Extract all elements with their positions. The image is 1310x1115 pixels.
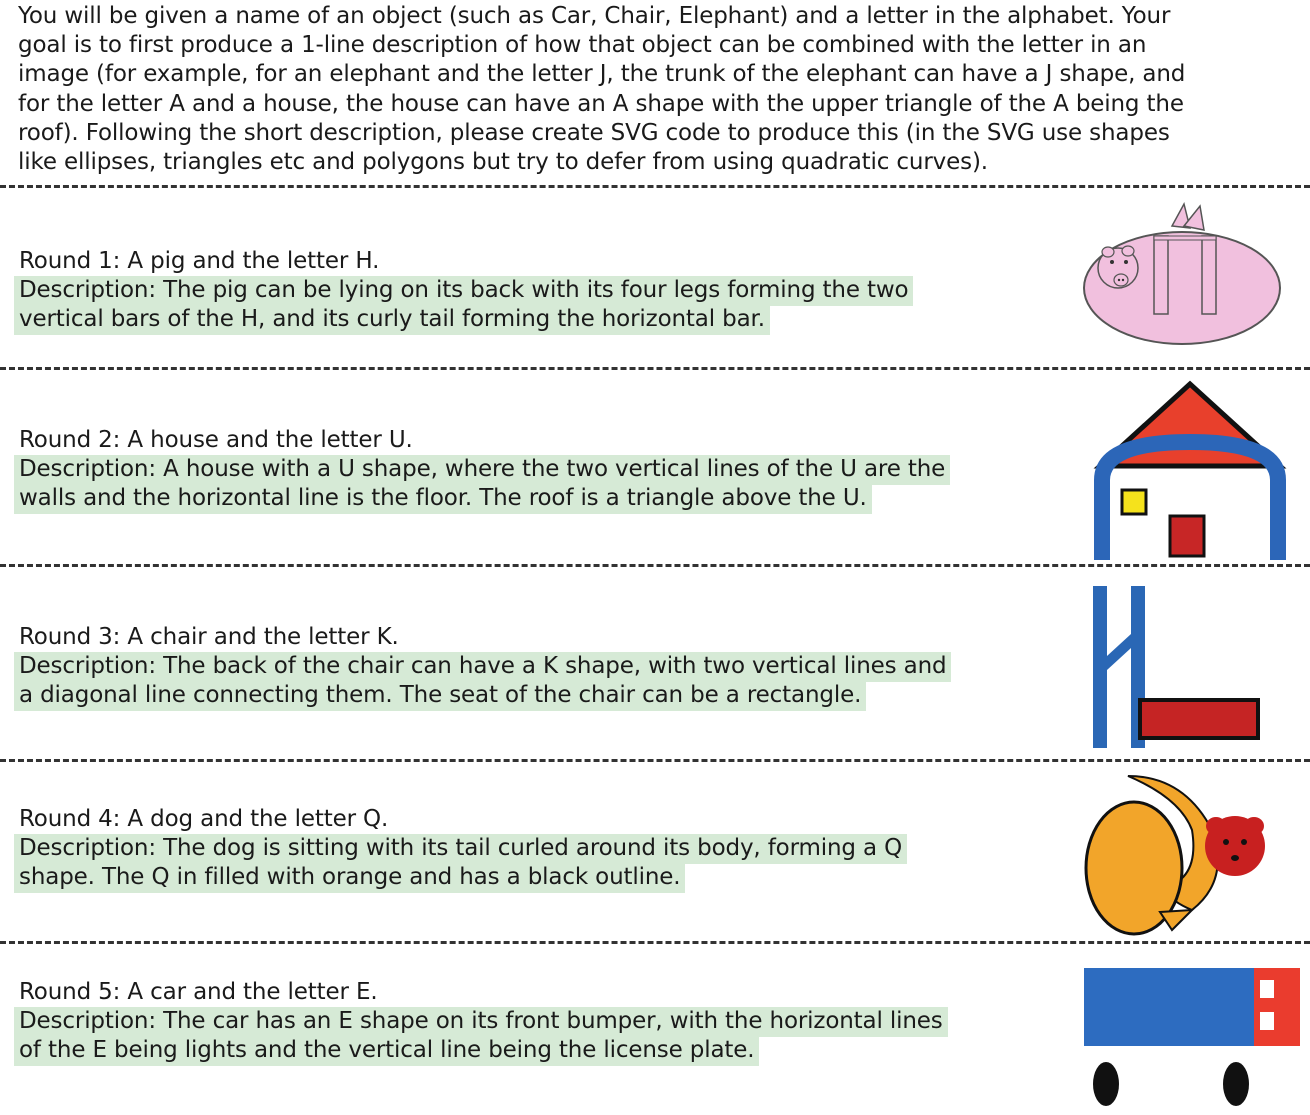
round-description: vertical bars of the H, and its curly tail forming the horizontal bar. <box>14 305 770 335</box>
round-description: shape. The Q in filled with orange and has a black outline. <box>14 863 685 893</box>
section-divider <box>0 759 1310 762</box>
prompt-line: You will be given a name of an object (such as Car, Chair, Elephant) and a letter in the alphabet. Your <box>18 3 1171 29</box>
round-1 <box>14 247 1014 334</box>
car-e-illustration <box>1080 962 1304 1112</box>
prompt-line: roof). Following the short description, please create SVG code to produce this (in the SVG use shapes <box>18 119 1170 146</box>
section-divider <box>0 564 1310 567</box>
section-divider <box>0 185 1310 188</box>
round-title: Round 1: A pig and the letter H. <box>19 248 380 274</box>
dog-q-illustration <box>1080 770 1275 940</box>
round-description: of the E being lights and the vertical line being the license plate. <box>14 1036 759 1066</box>
round-title: Round 4: A dog and the letter Q. <box>19 806 389 832</box>
round-title: Round 2: A house and the letter U. <box>19 427 413 453</box>
prompt-line: goal is to first produce a 1-line description of how that object can be combined with the letter in an <box>18 32 1147 59</box>
prompt-paragraph <box>18 2 1258 177</box>
round-title: Round 3: A chair and the letter K. <box>19 624 399 650</box>
round-description: Description: The back of the chair can have a K shape, with two vertical lines and <box>14 652 951 682</box>
section-divider <box>0 941 1310 944</box>
round-description: a diagonal line connecting them. The seat of the chair can be a rectangle. <box>14 681 866 711</box>
section-divider <box>0 367 1310 370</box>
round-description: Description: The car has an E shape on its front bumper, with the horizontal lines <box>14 1007 948 1037</box>
round-3 <box>14 623 1014 710</box>
round-description: walls and the horizontal line is the floor. The roof is a triangle above the U. <box>14 484 872 514</box>
round-description: Description: The dog is sitting with its tail curled around its body, forming a Q <box>14 834 907 864</box>
round-description: Description: A house with a U shape, where the two vertical lines of the U are the <box>14 455 950 485</box>
round-description: Description: The pig can be lying on its back with its four legs forming the two <box>14 276 913 306</box>
pig-h-illustration <box>1080 196 1290 356</box>
house-u-illustration <box>1090 380 1290 562</box>
round-4 <box>14 805 1014 892</box>
round-2 <box>14 426 1014 513</box>
prompt-line: image (for example, for an elephant and the letter J, the trunk of the elephant can have a J shape, and <box>18 61 1186 88</box>
prompt-line: for the letter A and a house, the house can have an A shape with the upper triangle of the A being the <box>18 90 1184 117</box>
prompt-line: like ellipses, triangles etc and polygons but try to defer from using quadratic curves). <box>18 149 988 176</box>
chair-k-illustration <box>1088 582 1268 752</box>
round-5 <box>14 978 1014 1065</box>
round-title: Round 5: A car and the letter E. <box>19 979 378 1005</box>
